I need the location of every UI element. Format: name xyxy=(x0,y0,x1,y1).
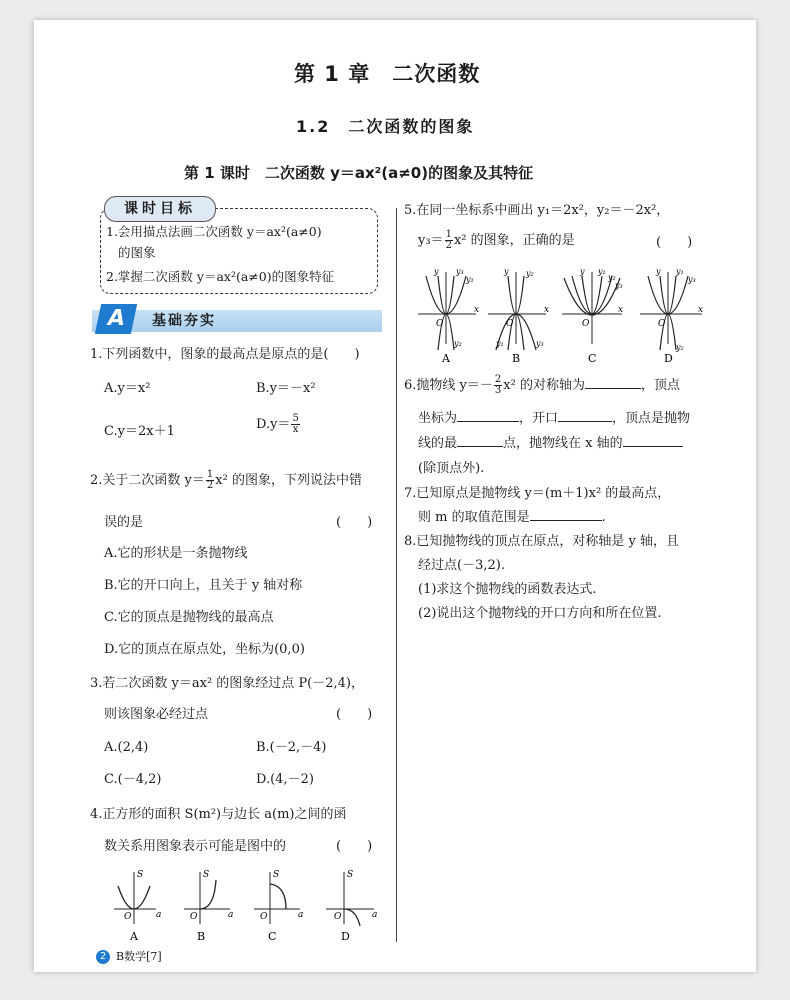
q5-b-label-y3: y₃ xyxy=(536,339,544,348)
q8-line-2: 经过点(－3,2). xyxy=(418,558,505,573)
q6-blank-extreme[interactable] xyxy=(457,446,503,447)
q5-a-label-y3: y₃ xyxy=(456,267,464,276)
q4-d-origin: O xyxy=(334,912,342,922)
objective-item-1-cont: 的图象 xyxy=(118,245,156,260)
q5-d-label-y3: y₃ xyxy=(688,275,696,284)
q5-label-d: D xyxy=(664,352,673,364)
section-band xyxy=(92,310,382,332)
q4-a-origin: O xyxy=(124,912,132,922)
q4-a-axis-s: S xyxy=(137,870,144,880)
q4-stem: 4.正方形的面积 S(m²)与边长 a(m)之间的函 xyxy=(90,807,347,822)
q4-paren: ( ) xyxy=(336,839,373,854)
q5-graph-c xyxy=(562,267,623,364)
q5-c-axis-x: x xyxy=(618,305,624,315)
q5-a-label-y1: y₁ xyxy=(466,275,474,284)
q2-stem: 2.关于二次函数 y＝ $\frac{1}{2}$ x² 的图象，下列说法中错 xyxy=(90,469,362,491)
objective-item-2: 2.掌握二次函数 y＝ax²(a≠0)的图象特征 xyxy=(106,269,335,284)
q4-label-c: C xyxy=(268,930,277,943)
q4-b-axis-a: a xyxy=(228,910,234,920)
q1-option-c: C.y＝2x＋1 xyxy=(104,424,175,439)
q5-d-axis-x: x xyxy=(698,305,704,315)
q4-a-axis-a: a xyxy=(156,910,162,920)
q4-graphs xyxy=(104,866,394,946)
q5-d-axis-y: y xyxy=(656,267,661,276)
q4-graph-a xyxy=(114,870,161,943)
q3-stem: 3.若二次函数 y＝ax² 的图象经过点 P(－2,4)， xyxy=(90,676,365,691)
q5-c-label-y1: y₁ xyxy=(598,267,606,276)
q4-c-axis-s: S xyxy=(273,870,280,880)
q4-label-b: B xyxy=(197,930,206,943)
q8-line-1: 8.已知抛物线的顶点在原点，对称轴是 y 轴，且 xyxy=(404,534,680,549)
q5-stem-cont: y₃＝ $\frac{1}{2}$ x² 的图象，正确的是 xyxy=(418,229,575,251)
q4-label-d: D xyxy=(341,930,350,943)
q6-blank-vertex[interactable] xyxy=(457,421,519,422)
textbook-page xyxy=(34,20,756,972)
q5-graph-a xyxy=(418,267,479,364)
q5-c-axis-y: y xyxy=(580,267,585,276)
q5-b-label-y1: y₁ xyxy=(496,339,504,348)
q8-sub-2: (2)说出这个抛物线的开口方向和所在位置. xyxy=(418,606,662,621)
q5-a-axis-x: x xyxy=(474,305,480,315)
q3-option-b: B.(－2,－4) xyxy=(256,740,327,755)
q5-d-label-y2: y₂ xyxy=(676,343,684,352)
q5-c-origin: O xyxy=(582,319,590,329)
column-divider xyxy=(396,208,397,942)
q5-paren: ( ) xyxy=(656,235,693,250)
q5-graphs xyxy=(412,266,712,364)
q8-sub-1: (1)求这个抛物线的函数表达式. xyxy=(418,582,597,597)
q6-line-4: (除顶点外). xyxy=(418,461,485,476)
q5-b-label-y2: y₂ xyxy=(526,269,534,278)
q1-stem: 1.下列函数中，图象的最高点是原点的是( ) xyxy=(90,347,360,362)
q5-b-axis-x: x xyxy=(544,305,550,315)
section-title: 1.2 二次函数的图象 xyxy=(296,117,475,136)
q1-option-b: B.y＝－x² xyxy=(256,381,316,396)
q1-option-d: D.y＝ $\frac{5}{x}$ xyxy=(256,413,299,435)
lesson-title: 第 1 课时 二次函数 y＝ax²(a≠0)的图象及其特征 xyxy=(184,164,534,182)
footer-label: B数学[7] xyxy=(116,950,162,963)
q3-paren: ( ) xyxy=(336,707,373,722)
objectives-tag: 课时目标 xyxy=(104,196,216,222)
q4-c-origin: O xyxy=(260,912,268,922)
q4-graph-c xyxy=(254,870,303,943)
q7-line-2: 则 m 的取值范围是 . xyxy=(418,510,606,525)
q5-a-origin: O xyxy=(436,319,444,329)
q5-c-label-y2: y₂ xyxy=(608,273,616,282)
section-band-label: 基础夯实 xyxy=(152,313,216,329)
q5-graph-b xyxy=(488,267,549,364)
page-number-badge: 2 xyxy=(96,950,110,964)
q4-d-axis-s: S xyxy=(347,870,354,880)
q5-stem: 5.在同一坐标系中画出 y₁＝2x²，y₂＝－2x²， xyxy=(404,203,670,218)
q5-b-axis-y: y xyxy=(504,267,509,276)
q2-option-c: C.它的顶点是抛物线的最高点 xyxy=(104,610,274,625)
q5-label-c: C xyxy=(588,352,597,364)
q6-blank-opening[interactable] xyxy=(558,421,612,422)
section-band-letter: A xyxy=(95,304,137,334)
chapter-title: 第 1 章 二次函数 xyxy=(294,62,481,86)
q5-a-axis-y: y xyxy=(434,267,439,276)
q6-line-1: 6.抛物线 y＝－ $\frac{2}{3}$ x² 的对称轴为 ，顶点 xyxy=(404,374,680,396)
q2-option-d: D.它的顶点在原点处，坐标为(0,0) xyxy=(104,642,305,657)
q4-graph-b xyxy=(184,870,233,943)
objective-item-1: 1.会用描点法画二次函数 y＝ax²(a≠0) xyxy=(106,224,322,239)
q4-c-axis-a: a xyxy=(298,910,304,920)
q2-paren: ( ) xyxy=(336,515,373,530)
q7-line-1: 7.已知原点是抛物线 y＝(m＋1)x² 的最高点， xyxy=(404,486,671,501)
q6-blank-position[interactable] xyxy=(623,446,683,447)
q6-blank-axis[interactable] xyxy=(585,388,641,389)
q5-label-b: B xyxy=(512,352,521,364)
q5-graph-d xyxy=(640,267,703,364)
q4-label-a: A xyxy=(130,930,138,943)
q5-c-label-y3: y₃ xyxy=(615,281,623,290)
q5-d-origin: O xyxy=(658,319,666,329)
q5-a-label-y2: y₂ xyxy=(454,339,462,348)
q5-b-origin: O xyxy=(506,319,514,329)
q7-blank-m-range[interactable] xyxy=(530,520,602,521)
q4-stem-cont: 数关系用图象表示可能是图中的 xyxy=(104,839,287,854)
q4-graph-d xyxy=(326,870,377,943)
q3-option-c: C.(－4,2) xyxy=(104,772,162,787)
q3-option-a: A.(2,4) xyxy=(104,740,149,755)
q4-b-axis-s: S xyxy=(203,870,210,880)
q1-option-a: A.y＝x² xyxy=(104,381,151,396)
q3-stem-cont: 则该图象必经过点 xyxy=(104,707,209,722)
q5-d-label-y1: y₁ xyxy=(676,267,684,276)
q2-option-a: A.它的形状是一条抛物线 xyxy=(104,546,248,561)
q4-d-axis-a: a xyxy=(372,910,378,920)
q3-option-d: D.(4,－2) xyxy=(256,772,314,787)
q4-b-origin: O xyxy=(190,912,198,922)
q2-stem-cont: 误的是 xyxy=(104,515,144,530)
q6-line-2: 坐标为 ，开口 ，顶点是抛物 xyxy=(418,411,691,426)
q6-line-3: 线的最 点，抛物线在 x 轴的 xyxy=(418,435,683,453)
q5-label-a: A xyxy=(442,352,450,364)
q2-option-b: B.它的开口向上，且关于 y 轴对称 xyxy=(104,578,303,593)
